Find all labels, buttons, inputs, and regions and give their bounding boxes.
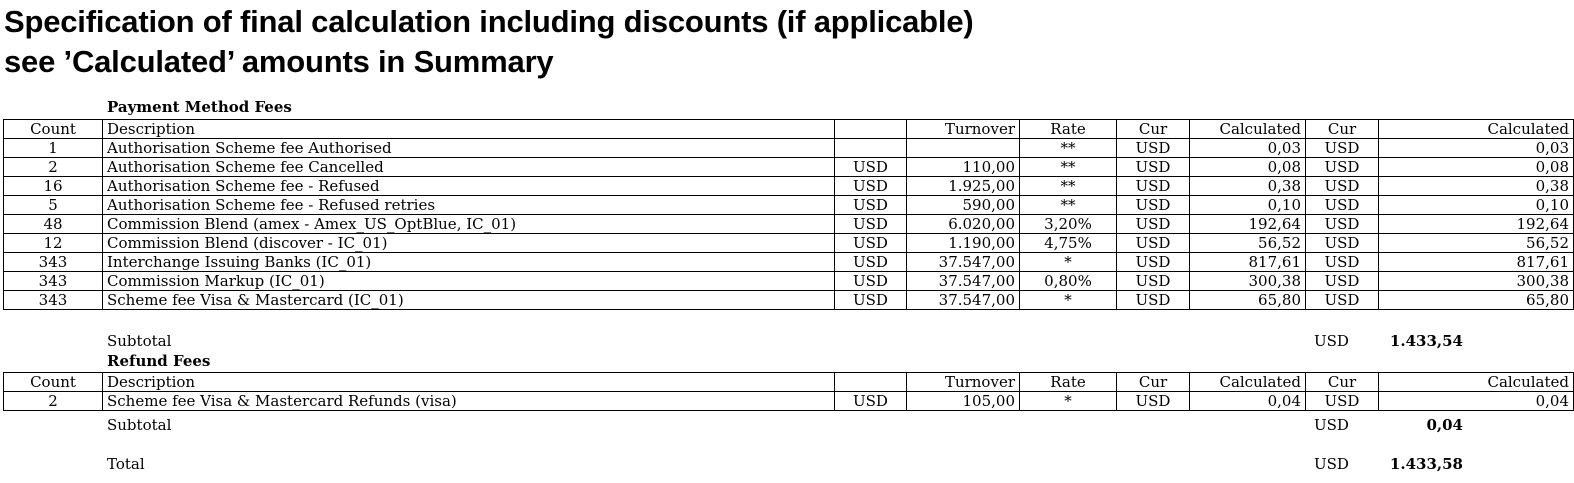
calculated-2-cell: 0,10 [1379,196,1574,215]
currency-cell: USD [835,392,907,411]
cur-cell: USD [1117,158,1190,177]
turnover-cell: 110,00 [907,158,1020,177]
rate-cell: 4,75% [1020,234,1117,253]
count-cell: 2 [4,158,103,177]
currency-cell: USD [835,215,907,234]
cur-2-cell: USD [1306,158,1379,177]
turnover-cell: 1.925,00 [907,177,1020,196]
header-calculated: Calculated [1190,373,1306,392]
currency-cell: USD [835,177,907,196]
cur-2-cell: USD [1306,215,1379,234]
count-cell: 48 [4,215,103,234]
count-cell: 343 [4,253,103,272]
header-rate: Rate [1020,373,1117,392]
payment-method-fees-heading: Payment Method Fees [107,98,292,116]
title-line-1: Specification of final calculation including discounts (if applicable) [4,4,974,39]
currency-cell: USD [835,196,907,215]
description-cell: Authorisation Scheme fee Cancelled [103,158,835,177]
description-cell: Authorisation Scheme fee Authorised [103,139,835,158]
turnover-cell: 590,00 [907,196,1020,215]
cur-cell: USD [1117,139,1190,158]
calculated-2-cell: 56,52 [1379,234,1574,253]
payment-method-fees-table [3,119,1574,310]
table-row [4,196,1574,215]
currency-cell: USD [835,158,907,177]
cur-2-cell: USD [1306,272,1379,291]
table-row [4,177,1574,196]
currency-cell: USD [835,272,907,291]
rate-cell: * [1020,291,1117,310]
cur-cell: USD [1117,272,1190,291]
cur-2-cell: USD [1306,234,1379,253]
table-header-row [4,373,1574,392]
calculated-2-cell: 192,64 [1379,215,1574,234]
currency-cell [835,139,907,158]
refund-fees-heading: Refund Fees [107,352,211,370]
table-row [4,392,1574,411]
header-calculated: Calculated [1190,120,1306,139]
calculated-cell: 817,61 [1190,253,1306,272]
payment-subtotal-currency: USD [1314,332,1349,350]
calculated-cell: 0,38 [1190,177,1306,196]
rate-cell: ** [1020,196,1117,215]
turnover-cell [907,139,1020,158]
header-count: Count [4,373,103,392]
calculated-2-cell: 65,80 [1379,291,1574,310]
count-cell: 343 [4,291,103,310]
description-cell: Authorisation Scheme fee - Refused [103,177,835,196]
cur-cell: USD [1117,392,1190,411]
page-title [4,2,974,82]
calculated-2-cell: 0,03 [1379,139,1574,158]
turnover-cell: 37.547,00 [907,253,1020,272]
calculated-cell: 192,64 [1190,215,1306,234]
table-row [4,272,1574,291]
rate-cell: ** [1020,177,1117,196]
header-cur: Cur [1117,120,1190,139]
currency-cell: USD [835,234,907,253]
description-cell: Interchange Issuing Banks (IC_01) [103,253,835,272]
cur-cell: USD [1117,234,1190,253]
calculated-2-cell: 300,38 [1379,272,1574,291]
calculated-cell: 56,52 [1190,234,1306,253]
count-cell: 12 [4,234,103,253]
calculated-2-cell: 0,38 [1379,177,1574,196]
refund-fees-table [3,372,1574,411]
table-row [4,234,1574,253]
title-line-2: see ’Calculated’ amounts in Summary [4,44,554,79]
cur-cell: USD [1117,177,1190,196]
description-cell: Commission Markup (IC_01) [103,272,835,291]
count-cell: 343 [4,272,103,291]
turnover-cell: 1.190,00 [907,234,1020,253]
header-turnover: Turnover [907,373,1020,392]
table-row [4,139,1574,158]
rate-cell: * [1020,253,1117,272]
rate-cell: 3,20% [1020,215,1117,234]
total-currency: USD [1314,455,1349,473]
refund-subtotal-currency: USD [1314,416,1349,434]
cur-2-cell: USD [1306,392,1379,411]
calculated-cell: 0,10 [1190,196,1306,215]
count-cell: 1 [4,139,103,158]
payment-subtotal-value: 1.433,54 [1389,332,1463,350]
refund-subtotal-label: Subtotal [107,416,172,434]
header-calculated-2: Calculated [1379,120,1574,139]
currency-cell: USD [835,253,907,272]
rate-cell: * [1020,392,1117,411]
header-calculated-2: Calculated [1379,373,1574,392]
calculated-2-cell: 0,04 [1379,392,1574,411]
table-row [4,158,1574,177]
header-description: Description [103,120,835,139]
count-cell: 5 [4,196,103,215]
turnover-cell: 6.020,00 [907,215,1020,234]
rate-cell: ** [1020,158,1117,177]
table-row [4,215,1574,234]
header-cur: Cur [1117,373,1190,392]
cur-cell: USD [1117,253,1190,272]
header-currency [835,120,907,139]
table-row [4,291,1574,310]
count-cell: 2 [4,392,103,411]
table-header-row [4,120,1574,139]
calculated-2-cell: 817,61 [1379,253,1574,272]
header-currency [835,373,907,392]
header-cur-2: Cur [1306,120,1379,139]
header-count: Count [4,120,103,139]
turnover-cell: 37.547,00 [907,291,1020,310]
refund-subtotal-value: 0,04 [1426,416,1463,434]
currency-cell: USD [835,291,907,310]
cur-2-cell: USD [1306,139,1379,158]
description-cell: Commission Blend (amex - Amex_US_OptBlue, IC_01) [103,215,835,234]
calculated-2-cell: 0,08 [1379,158,1574,177]
description-cell: Scheme fee Visa & Mastercard (IC_01) [103,291,835,310]
turnover-cell: 37.547,00 [907,272,1020,291]
cur-2-cell: USD [1306,253,1379,272]
header-description: Description [103,373,835,392]
payment-subtotal-label: Subtotal [107,332,172,350]
header-cur-2: Cur [1306,373,1379,392]
cur-cell: USD [1117,291,1190,310]
header-turnover: Turnover [907,120,1020,139]
header-rate: Rate [1020,120,1117,139]
calculated-cell: 300,38 [1190,272,1306,291]
total-label: Total [107,455,145,473]
rate-cell: ** [1020,139,1117,158]
description-cell: Commission Blend (discover - IC_01) [103,234,835,253]
description-cell: Authorisation Scheme fee - Refused retries [103,196,835,215]
turnover-cell: 105,00 [907,392,1020,411]
table-row [4,253,1574,272]
calculated-cell: 0,04 [1190,392,1306,411]
calculated-cell: 65,80 [1190,291,1306,310]
cur-2-cell: USD [1306,196,1379,215]
total-value: 1.433,58 [1389,455,1463,473]
cur-cell: USD [1117,215,1190,234]
cur-2-cell: USD [1306,177,1379,196]
cur-2-cell: USD [1306,291,1379,310]
calculated-cell: 0,03 [1190,139,1306,158]
count-cell: 16 [4,177,103,196]
description-cell: Scheme fee Visa & Mastercard Refunds (visa) [103,392,835,411]
cur-cell: USD [1117,196,1190,215]
calculated-cell: 0,08 [1190,158,1306,177]
rate-cell: 0,80% [1020,272,1117,291]
